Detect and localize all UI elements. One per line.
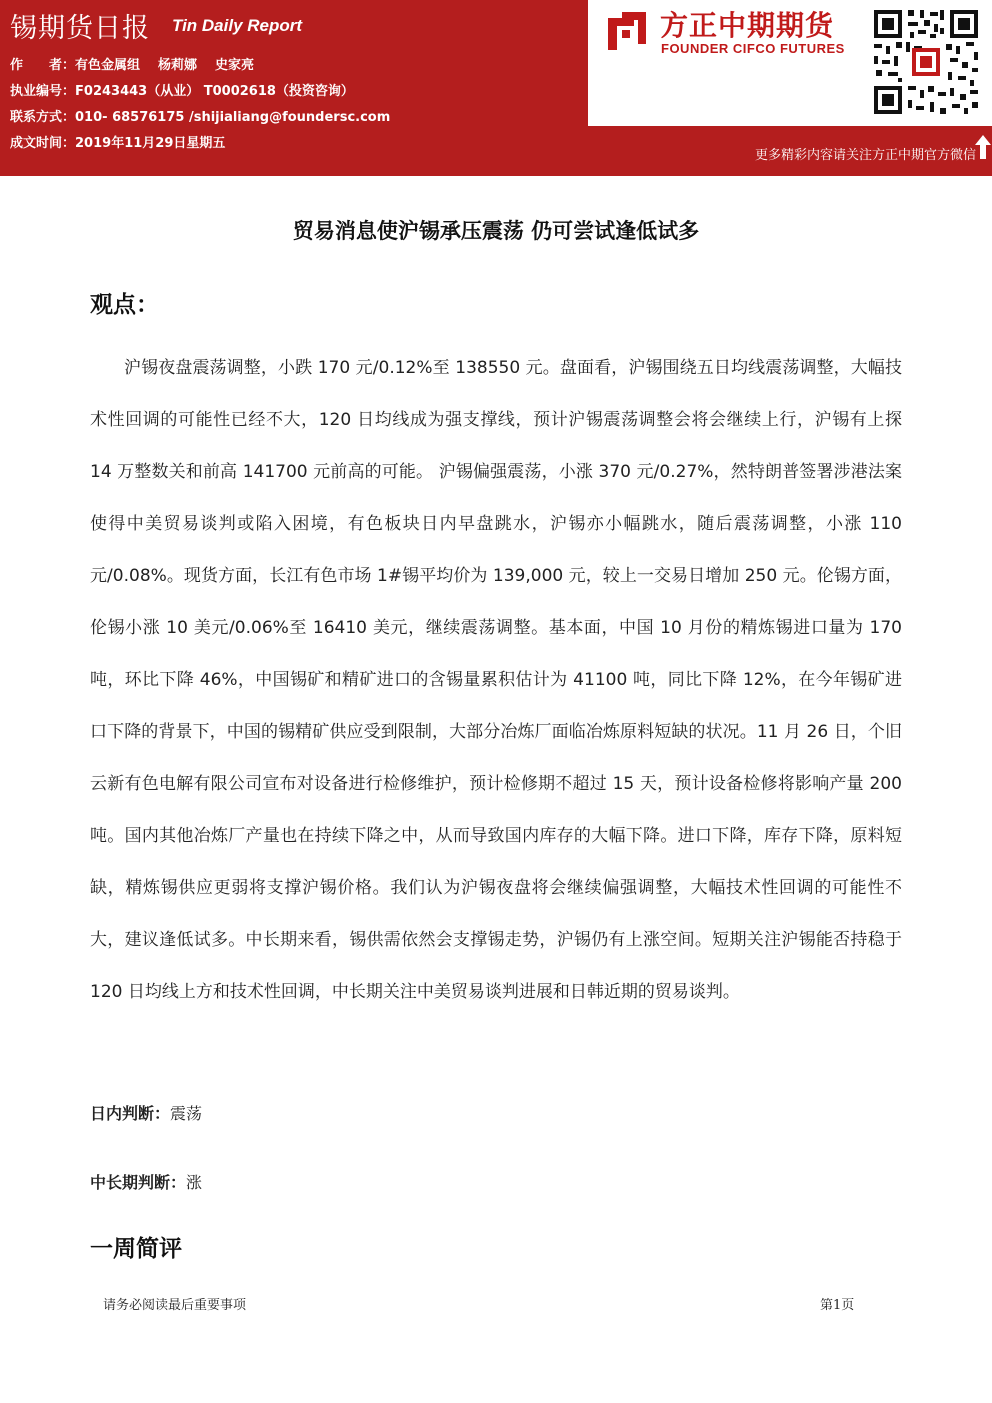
report-title-en: Tin Daily Report [172, 16, 303, 35]
author-name: 史家亮 [215, 58, 255, 73]
author-line [10, 54, 254, 73]
arrow-up-icon [974, 134, 992, 160]
contact-value: 010- 68576175 /shijialiang@foundersc.com [75, 110, 391, 125]
license-line [10, 80, 354, 99]
author-label: 作 者： [10, 58, 76, 73]
date-line [10, 132, 225, 151]
intraday-label: 日内判断： [90, 1104, 171, 1123]
footer-notice: 请务必阅读最后重要事项 [103, 1298, 247, 1313]
report-title-cn: 锡期货日报 [10, 13, 150, 44]
founder-logo-icon [604, 8, 650, 54]
date-value: 2019年11月29日星期五 [75, 136, 226, 151]
article-title: 贸易消息使沪锡承压震荡 仍可尝试逢低试多 [292, 219, 700, 243]
report-header [0, 0, 992, 176]
author-name: 杨莉娜 [158, 58, 198, 73]
longterm-label: 中长期判断： [90, 1173, 187, 1192]
wechat-follow-note: 更多精彩内容请关注方正中期官方微信 [754, 148, 976, 163]
weekly-review-heading: 一周简评 [90, 1236, 182, 1262]
company-logo-en: FOUNDER CIFCO FUTURES [661, 41, 845, 56]
longterm-judgment [90, 1170, 202, 1193]
page-number: 第1页 [820, 1298, 855, 1313]
contact-line [10, 106, 390, 125]
viewpoint-heading: 观点： [90, 292, 159, 318]
date-label: 成文时间： [10, 136, 76, 151]
intraday-value: 震荡 [170, 1104, 203, 1123]
contact-label: 联系方式： [10, 110, 76, 125]
company-logo-text: 方正中期期货 [660, 9, 835, 42]
intraday-judgment [90, 1101, 202, 1124]
qr-code-icon [870, 6, 982, 118]
longterm-value: 涨 [186, 1173, 203, 1192]
license-value: F0243443（从业） T0002618（投资咨询） [75, 84, 354, 99]
author-group: 有色金属组 [75, 58, 141, 73]
license-label: 执业编号： [10, 84, 76, 99]
viewpoint-body: 沪锡夜盘震荡调整，小跌 170 元/0.12%至 138550 元。盘面看，沪锡围绕五日均线震荡调整，大幅技术性回调的可能性已经不大，120 日均线成为强支撑线，预计沪锡震荡调整会将会继续上行，沪锡有上探 14 万整数关和前高 141700 元前高的可能。 沪锡偏强震荡，小涨 370 元/0.27%，然特朗普签署涉港法案使得中美贸易谈判或陷入困境，有色板块日内早盘跳水，沪锡亦小幅跳水，随后震荡调整，小涨 110 元/0.08%。现货方面，长江有色市场 1#锡平均价为 139,000 元，较上一交易日增加 250 元。伦锡方面，伦锡小涨 10 美元/0.06%至 16410 美元，继续震荡调整。基本面，中国 10 月份的精炼锡进口量为 170 吨，环比下降 46%，中国锡矿和精矿进口的含锡量累积估计为 41100 吨，同比下降 12%，在今年锡矿进口下降的背景下，中国的锡精矿供应受到限制，大部分冶炼厂面临冶炼原料短缺的状况。11 月 26 日，个旧云新有色电解有限公司宣布对设备进行检修维护，预计检修期不超过 15 天，预计设备检修将影响产量 200 吨。国内其他冶炼厂产量也在持续下降之中，从而导致国内库存的大幅下降。进口下降，库存下降，原料短缺，精炼锡供应更弱将支撑沪锡价格。我们认为沪锡夜盘将会继续偏强调整，大幅技术性回调的可能性不大，建议逢低试多。中长期来看，锡供需依然会支撑锡走势，沪锡仍有上涨空间。短期关注沪锡能否持稳于 120 日均线上方和技术性回调，中长期关注中美贸易谈判进展和日韩近期的贸易谈判。 [90, 358, 902, 1002]
